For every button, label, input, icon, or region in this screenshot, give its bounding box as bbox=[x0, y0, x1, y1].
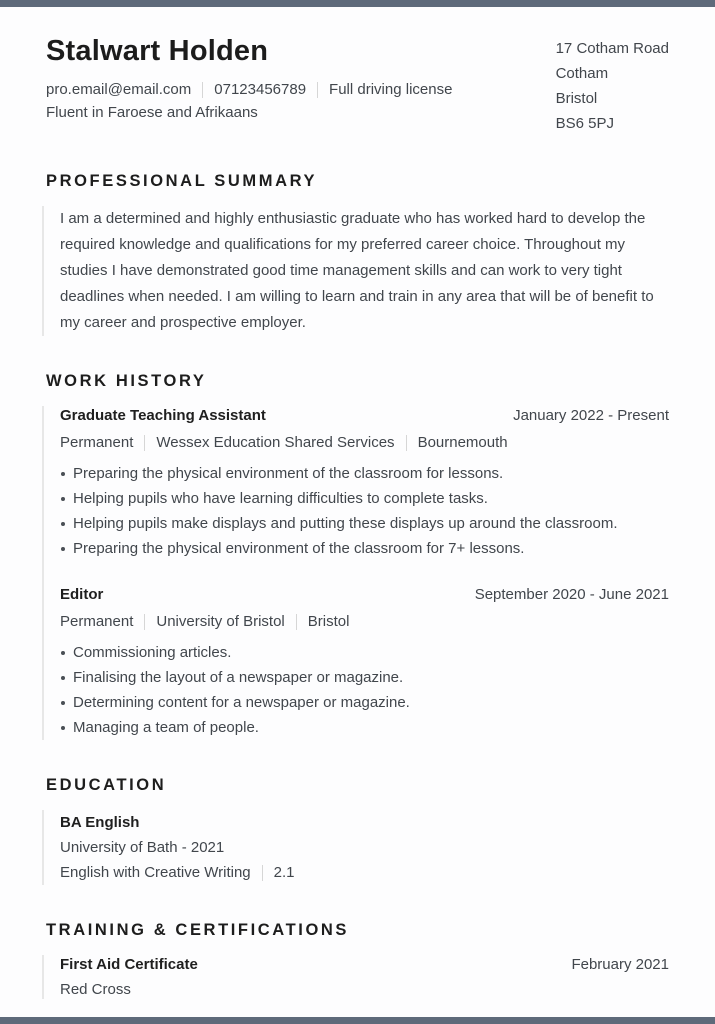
job-meta bbox=[60, 612, 669, 631]
candidate-name: Stalwart Holden bbox=[46, 35, 269, 67]
header-left bbox=[46, 33, 452, 136]
job-header bbox=[60, 406, 669, 425]
job-location: Bristol bbox=[307, 613, 350, 630]
separator bbox=[317, 82, 318, 98]
job-bullet: Determining content for a newspaper or magazine. bbox=[60, 690, 669, 715]
contact-email: pro.email@email.com bbox=[46, 81, 192, 98]
course-name: English with Creative Writing bbox=[60, 864, 251, 881]
address-line: Cotham bbox=[555, 65, 609, 82]
job-entry bbox=[60, 406, 669, 561]
address-line: 17 Cotham Road bbox=[555, 40, 669, 57]
job-title: Graduate Teaching Assistant bbox=[60, 407, 266, 424]
job-bullet: Preparing the physical environment of the classroom for 7+ lessons. bbox=[60, 536, 669, 561]
job-bullet-list bbox=[60, 640, 669, 740]
job-company: Wessex Education Shared Services bbox=[156, 434, 395, 451]
section-heading-education: EDUCATION bbox=[46, 776, 167, 794]
job-bullet: Finalising the layout of a newspaper or magazine. bbox=[60, 665, 669, 690]
training-section-body bbox=[42, 955, 669, 999]
top-accent-bar bbox=[0, 0, 715, 7]
section-heading-training-certifications: TRAINING & CERTIFICATIONS bbox=[46, 921, 350, 939]
certification-header bbox=[60, 955, 669, 974]
certification-date: February 2021 bbox=[571, 956, 669, 973]
summary-text: I am a determined and highly enthusiastic graduate who has worked hard to develop the required knowledge and qualifications for my preferred career choice. Throughout my studies I have demonstrated good time management skills and can work to very tight deadlines when needed. I am willing to learn and train in any area that will be of benefit to my career and prospective employer. bbox=[60, 210, 654, 331]
job-title: Editor bbox=[60, 586, 104, 603]
address-block bbox=[556, 33, 669, 136]
job-dates: January 2022 - Present bbox=[513, 407, 669, 424]
job-bullet: Helping pupils who have learning difficulties to complete tasks. bbox=[60, 486, 669, 511]
school-year: University of Bath - 2021 bbox=[60, 839, 225, 856]
address-line: Bristol bbox=[555, 90, 598, 107]
contact-phone: 07123456789 bbox=[214, 81, 307, 98]
separator bbox=[202, 82, 203, 98]
separator bbox=[144, 435, 145, 451]
contact-languages: Fluent in Faroese and Afrikaans bbox=[46, 104, 258, 121]
job-bullet: Commissioning articles. bbox=[60, 640, 669, 665]
job-meta bbox=[60, 433, 669, 452]
job-entry bbox=[60, 585, 669, 740]
job-header bbox=[60, 585, 669, 604]
education-section-body bbox=[42, 810, 669, 885]
separator bbox=[406, 435, 407, 451]
education-entry bbox=[60, 810, 669, 885]
job-bullet-list bbox=[60, 461, 669, 561]
certification-entry bbox=[60, 955, 669, 999]
contact-row bbox=[46, 78, 452, 101]
section-heading-professional-summary: PROFESSIONAL SUMMARY bbox=[46, 172, 318, 190]
address-line: BS6 5PJ bbox=[555, 115, 614, 132]
grade: 2.1 bbox=[273, 864, 295, 881]
job-location: Bournemouth bbox=[417, 434, 508, 451]
separator bbox=[296, 614, 297, 630]
summary-section-body bbox=[42, 206, 669, 336]
certification-title: First Aid Certificate bbox=[60, 956, 198, 973]
job-type: Permanent bbox=[60, 613, 134, 630]
separator bbox=[262, 865, 263, 881]
job-dates: September 2020 - June 2021 bbox=[474, 586, 669, 603]
job-bullet: Helping pupils make displays and putting these displays up around the classroom. bbox=[60, 511, 669, 536]
job-bullet: Preparing the physical environment of the classroom for lessons. bbox=[60, 461, 669, 486]
section-heading-work-history: WORK HISTORY bbox=[46, 372, 207, 390]
work-history-section-body bbox=[42, 406, 669, 740]
job-bullet: Managing a team of people. bbox=[60, 715, 669, 740]
job-company: University of Bristol bbox=[156, 613, 285, 630]
bottom-accent-bar bbox=[0, 1017, 715, 1024]
degree-title: BA English bbox=[60, 814, 140, 831]
separator bbox=[144, 614, 145, 630]
course-detail-row bbox=[60, 860, 669, 885]
contact-license: Full driving license bbox=[329, 81, 453, 98]
certification-issuer: Red Cross bbox=[60, 981, 131, 998]
job-type: Permanent bbox=[60, 434, 134, 451]
header bbox=[46, 0, 669, 136]
